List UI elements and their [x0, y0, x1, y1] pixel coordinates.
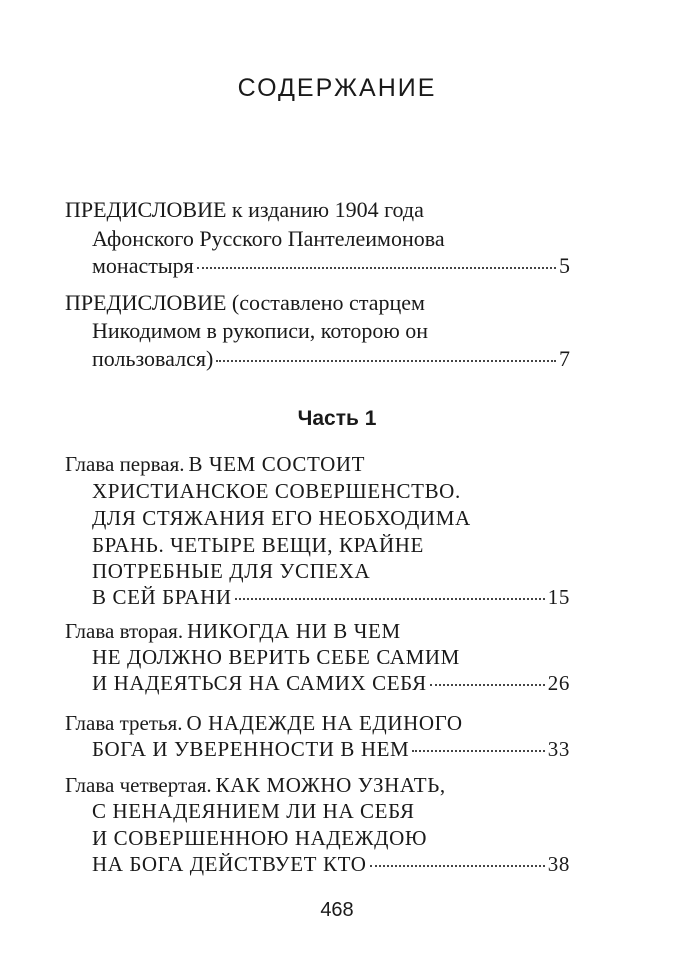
chapter-label: Глава третья.: [65, 711, 183, 735]
toc-page-number: 26: [547, 671, 570, 695]
toc-entry-last-line: [92, 737, 570, 762]
toc-entry-line: [65, 452, 365, 477]
page-number: 468: [320, 899, 354, 921]
toc-page-number: 5: [559, 253, 570, 278]
toc-page-number: 38: [547, 852, 570, 876]
toc-entry-text: монастыря: [92, 253, 194, 278]
toc-entry-line: [65, 773, 446, 798]
chapter-label: Глава четвертая.: [65, 773, 212, 797]
chapter-title-text: КАК МОЖНО УЗНАТЬ,: [215, 773, 446, 797]
toc-entry-text: пользовался): [92, 346, 214, 371]
dot-leader: [197, 267, 556, 269]
toc-entry-line: ПОТРЕБНЫЕ ДЛЯ УСПЕХА: [92, 559, 371, 583]
toc-entry-last-line: [92, 346, 570, 372]
part-heading: Часть 1: [297, 407, 377, 430]
toc-entry-line: [65, 619, 401, 644]
page-title: СОДЕРЖАНИЕ: [237, 74, 437, 102]
toc-entry-line: БРАНЬ. ЧЕТЫРЕ ВЕЩИ, КРАЙНЕ: [92, 533, 424, 557]
toc-entry-line: И СОВЕРШЕННОЮ НАДЕЖДОЮ: [92, 826, 428, 850]
toc-entry-line: ХРИСТИАНСКОЕ СОВЕРШЕНСТВО.: [92, 479, 461, 503]
toc-entry-line: ДЛЯ СТЯЖАНИЯ ЕГО НЕОБХОДИМА: [92, 506, 471, 530]
toc-entry-text: БОГА И УВЕРЕННОСТИ В НЕМ: [92, 737, 410, 761]
toc-entry-line: Никодимом в рукописи, которою он: [92, 318, 429, 343]
toc-entry-text: В СЕЙ БРАНИ: [92, 585, 232, 609]
dot-leader: [430, 684, 545, 686]
toc-entry-line: Афонского Русского Пантелеимонова: [92, 226, 445, 251]
toc-entry-last-line: [92, 253, 570, 279]
toc-entry-line: ПРЕДИСЛОВИЕ к изданию 1904 года: [65, 197, 424, 222]
toc-page-number: 15: [547, 585, 570, 609]
chapter-label: Глава первая.: [65, 452, 185, 476]
toc-entry-text: НА БОГА ДЕЙСТВУЕТ КТО: [92, 852, 367, 876]
toc-entry-last-line: [92, 585, 570, 610]
chapter-title-text: В ЧЕМ СОСТОИТ: [188, 452, 366, 476]
dot-leader: [216, 360, 556, 362]
toc-entry-text: И НАДЕЯТЬСЯ НА САМИХ СЕБЯ: [92, 671, 427, 695]
toc-entry-line: ПРЕДИСЛОВИЕ (составлено старцем: [65, 290, 425, 315]
toc-entry-line: С НЕНАДЕЯНИЕМ ЛИ НА СЕБЯ: [92, 799, 415, 823]
toc-page-number: 7: [559, 346, 570, 371]
dot-leader: [370, 865, 545, 867]
chapter-title-text: НИКОГДА НИ В ЧЕМ: [187, 619, 401, 643]
chapter-title-text: О НАДЕЖДЕ НА ЕДИНОГО: [186, 711, 463, 735]
dot-leader: [235, 598, 545, 600]
dot-leader: [412, 750, 544, 752]
toc-entry-last-line: [92, 671, 570, 696]
chapter-label: Глава вторая.: [65, 619, 184, 643]
toc-page-number: 33: [547, 737, 570, 761]
toc-entry-line: НЕ ДОЛЖНО ВЕРИТЬ СЕБЕ САМИМ: [92, 645, 460, 669]
toc-entry-line: [65, 711, 463, 736]
toc-entry-last-line: [92, 852, 570, 877]
